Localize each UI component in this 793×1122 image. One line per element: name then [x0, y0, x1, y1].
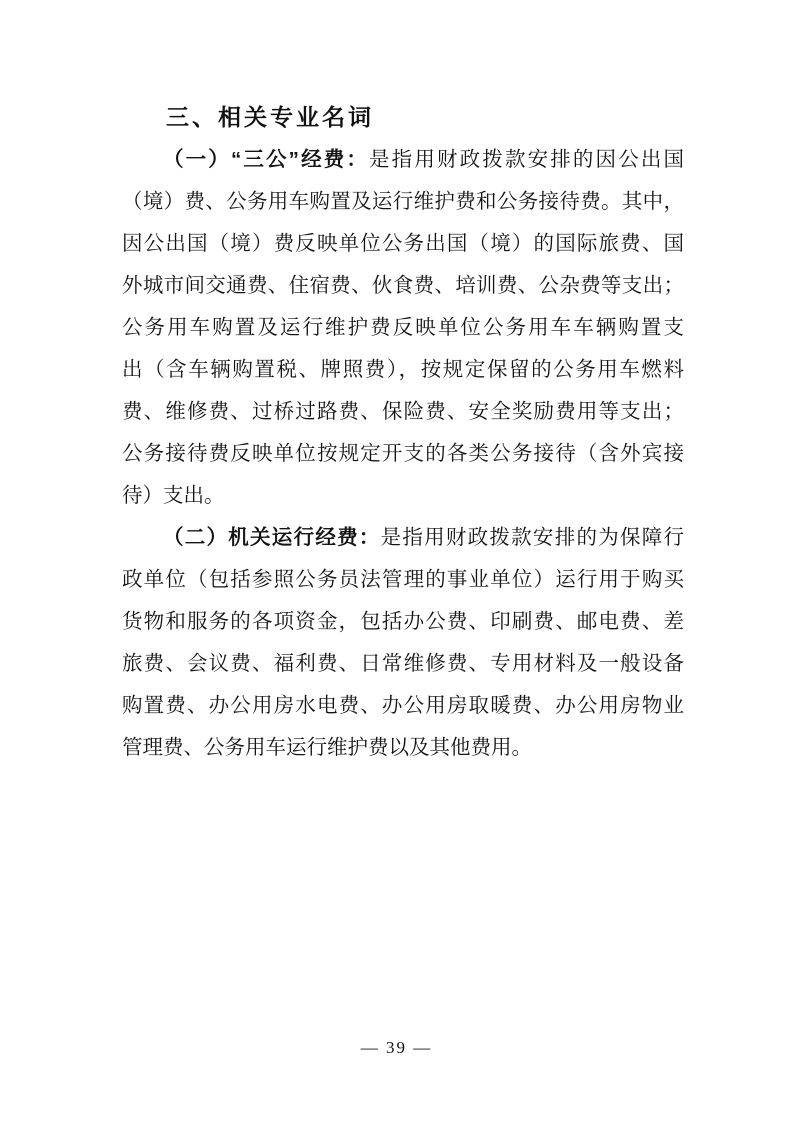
- text-line: （二）机关运行经费：是指用财政拨款安排的为保障行: [163, 526, 684, 549]
- text-line: 费、维修费、过桥过路费、保险费、安全奖励费用等支出；: [122, 401, 684, 423]
- text-line: 政单位（包括参照公务员法管理的事业单位）运行用于购买: [122, 569, 684, 591]
- text-line: 旅费、会议费、福利费、日常维修费、专用材料及一般设备: [122, 653, 684, 675]
- section-heading: 三、相关专业名词: [166, 104, 374, 130]
- document-content: [122, 96, 684, 769]
- text-line: （一）“三公”经费：是指用财政拨款安排的因公出国: [163, 148, 684, 171]
- paragraph-2: [122, 517, 684, 769]
- text-line: 待）支出。: [122, 485, 225, 507]
- text-line: 公务用车购置及运行维护费反映单位公务用车车辆购置支: [122, 317, 684, 339]
- paragraph-lead: （一）“三公”经费：: [163, 148, 370, 171]
- page-number: — 39 —: [360, 1038, 433, 1057]
- text-line: 公务接待费反映单位按规定开支的各类公务接待（含外宾接: [122, 443, 684, 465]
- text-line: 出（含车辆购置税、牌照费），按规定保留的公务用车燃料: [122, 359, 684, 381]
- text-line: 购置费、办公用房水电费、办公用房取暖费、办公用房物业: [122, 695, 684, 717]
- paragraph-1: [122, 139, 684, 517]
- text-line: （境）费、公务用车购置及运行维护费和公务接待费。其中，: [122, 191, 684, 213]
- text-line: 货物和服务的各项资金，包括办公费、印刷费、邮电费、差: [122, 611, 684, 633]
- paragraph-lead: （二）机关运行经费：: [163, 526, 381, 549]
- text-line: 因公出国（境）费反映单位公务出国（境）的国际旅费、国: [122, 233, 684, 255]
- text-line: 管理费、公务用车运行维护费以及其他费用。: [122, 737, 532, 759]
- document-body: [122, 139, 684, 769]
- text-line: 外城市间交通费、住宿费、伙食费、培训费、公杂费等支出；: [122, 275, 684, 297]
